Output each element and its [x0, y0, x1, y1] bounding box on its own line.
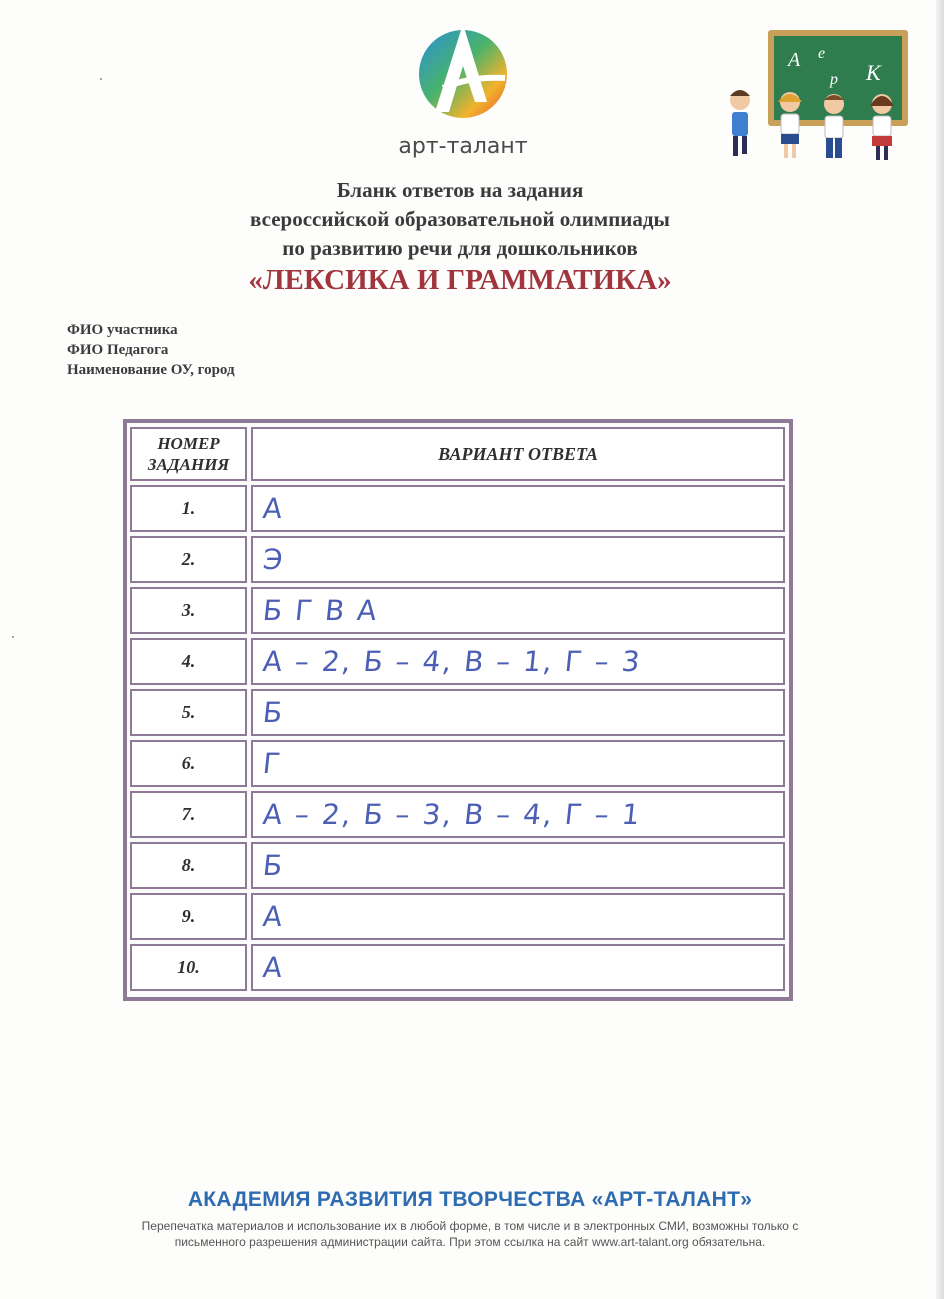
task-number-cell: 4.	[130, 638, 247, 685]
answer-cell	[251, 842, 785, 889]
answer-cell	[251, 638, 785, 685]
answer-cell	[251, 893, 785, 940]
art-talant-logo-icon	[413, 16, 513, 126]
task-number-cell: 9.	[130, 893, 247, 940]
table-row	[127, 638, 789, 685]
form-title	[150, 176, 770, 263]
task-number-cell: 10.	[130, 944, 247, 991]
handwritten-answer: Б	[261, 696, 286, 729]
answer-cell	[251, 689, 785, 736]
handwritten-answer: А	[261, 900, 286, 933]
table-row	[127, 893, 789, 940]
table-row	[127, 944, 789, 991]
footer-copyright-note	[80, 1218, 860, 1250]
header-task-number: НОМЕР ЗАДАНИЯ	[130, 427, 247, 481]
title-line-3: по развитию речи для дошкольников	[282, 236, 638, 260]
handwritten-answer: А – 2, Б – 4, В – 1, Г – 3	[261, 645, 644, 678]
answers-table-body	[127, 423, 789, 997]
handwritten-answer: Б	[261, 849, 286, 882]
handwritten-answer: Б Г В А	[261, 594, 381, 627]
answers-table	[123, 419, 793, 1001]
handwritten-answer: А	[261, 492, 286, 525]
footer-note-line-1: Перепечатка материалов и использование их в любой форме, в том числе и в электронных СМИ, возможны только с	[141, 1219, 799, 1233]
task-number-cell: 5.	[130, 689, 247, 736]
footer-note-line-2: письменного разрешения администрации сайта. При этом ссылка на сайт www.art-talant.org обязательна.	[174, 1235, 766, 1249]
chalk-letter-r: р	[830, 71, 838, 88]
table-row	[127, 485, 789, 532]
participant-fields	[67, 320, 235, 380]
header-answer-variant: ВАРИАНТ ОТВЕТА	[251, 427, 785, 481]
task-number-cell: 3.	[130, 587, 247, 634]
page-edge-shadow	[936, 0, 944, 1299]
chalk-letter-a: А	[788, 49, 801, 71]
table-row	[127, 587, 789, 634]
field-teacher-name: ФИО Педагога	[67, 342, 169, 358]
title-line-2: всероссийской образовательной олимпиады	[250, 207, 670, 231]
table-row	[127, 791, 789, 838]
task-number-cell: 1.	[130, 485, 247, 532]
handwritten-answer: Г	[261, 747, 284, 780]
answer-cell	[251, 485, 785, 532]
field-participant-name: ФИО участника	[67, 322, 178, 338]
footer-academy-title: АКАДЕМИЯ РАЗВИТИЯ ТВОРЧЕСТВА «АРТ-ТАЛАНТ»	[187, 1188, 753, 1211]
answer-cell	[251, 944, 785, 991]
answer-cell	[251, 536, 785, 583]
table-row	[127, 740, 789, 787]
task-number-cell: 6.	[130, 740, 247, 787]
scan-speck	[100, 78, 102, 80]
table-row	[127, 689, 789, 736]
task-number-cell: 2.	[130, 536, 247, 583]
scan-speck	[12, 636, 14, 638]
table-row	[127, 536, 789, 583]
answer-cell	[251, 587, 785, 634]
olympiad-name: «ЛЕКСИКА И ГРАММАТИКА»	[248, 264, 672, 296]
task-number-cell: 7.	[130, 791, 247, 838]
logo-text: арт-талант	[398, 134, 528, 159]
handwritten-answer: Э	[261, 543, 287, 576]
title-line-1: Бланк ответов на задания	[336, 178, 584, 202]
table-row	[127, 842, 789, 889]
handwritten-answer: А	[261, 951, 286, 984]
chalk-letter-e: е	[818, 45, 826, 62]
answer-cell	[251, 740, 785, 787]
task-number-cell: 8.	[130, 842, 247, 889]
handwritten-answer: А – 2, Б – 3, В – 4, Г – 1	[261, 798, 644, 831]
answer-cell	[251, 791, 785, 838]
field-school-city: Наименование ОУ, город	[67, 362, 235, 378]
children-chalkboard-illustration	[718, 28, 914, 168]
table-header-row	[127, 427, 789, 481]
chalk-letter-k: К	[866, 60, 881, 85]
